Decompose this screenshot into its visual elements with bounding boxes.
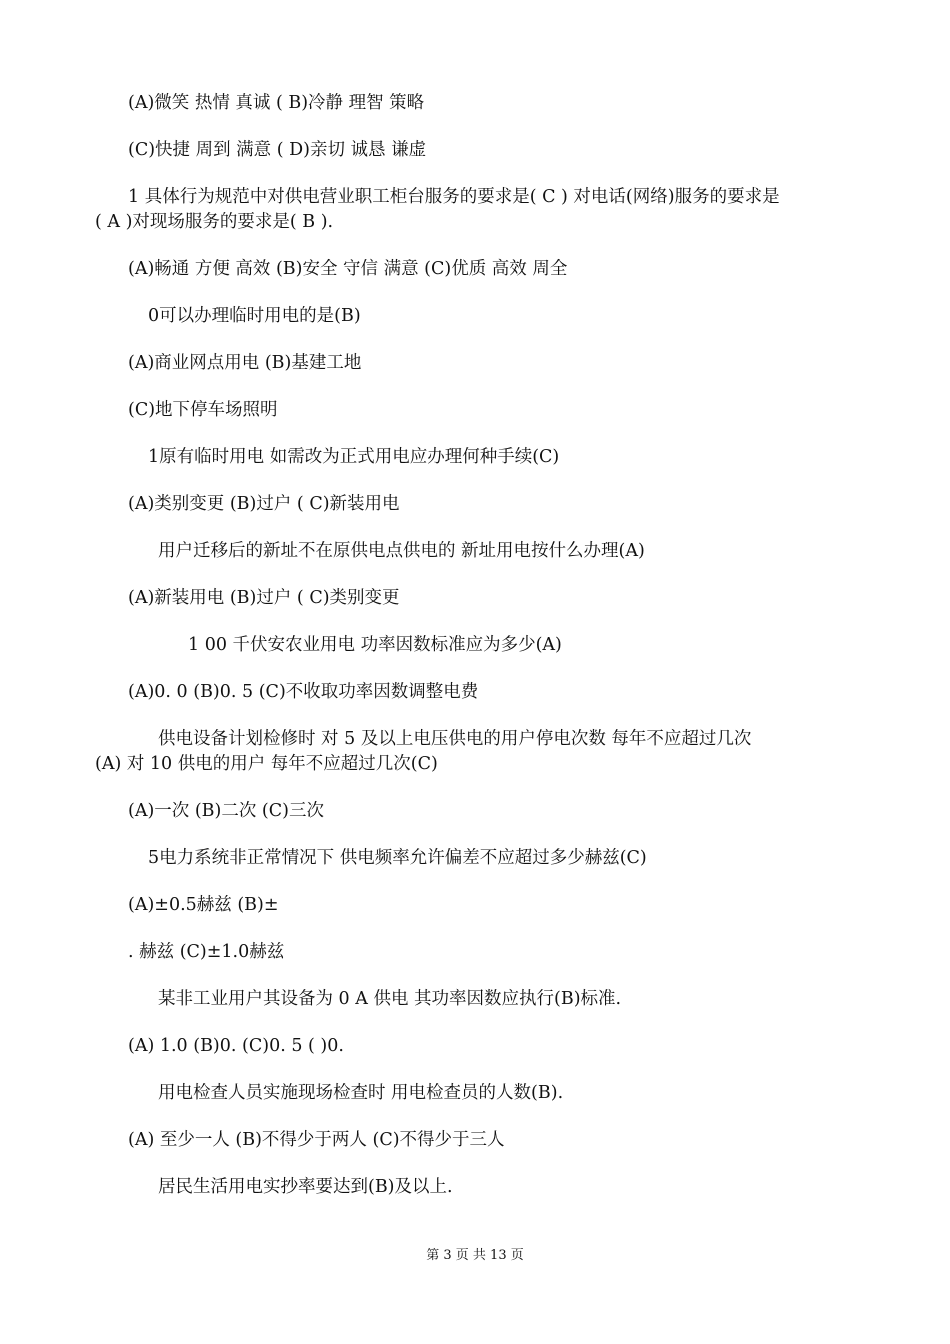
question-line-continued: ( A )对现场服务的要求是( B ). [95,212,334,232]
option-line: (C)快捷 周到 满意 ( D)亲切 诚恳 谦虚 [128,140,427,160]
question-line: 居民生活用电实抄率要达到(B)及以上. [158,1177,453,1197]
option-line: (C)地下停车场照明 [128,400,278,420]
question-line: 0可以办理临时用电的是(B) [148,306,361,326]
option-line: (A) 1.0 (B)0. (C)0. 5 ( )0. [128,1036,344,1056]
page-footer: 第 3 页 共 13 页 [426,1248,524,1263]
question-line: 1 00 千伏安农业用电 功率因数标准应为多少(A) [188,635,562,655]
question-line: 用电检查人员实施现场检查时 用电检查员的人数(B). [158,1083,564,1103]
option-line: (A) 至少一人 (B)不得少于两人 (C)不得少于三人 [128,1130,505,1150]
option-line: (A)0. 0 (B)0. 5 (C)不收取功率因数调整电费 [128,682,479,702]
option-line: (A)±0.5赫兹 (B)± [128,895,279,915]
question-line: 某非工业用户其设备为 0 A 供电 其功率因数应执行(B)标准. [158,989,622,1009]
question-line: 5电力系统非正常情况下 供电频率允许偏差不应超过多少赫兹(C) [148,848,647,868]
option-line: (A)新装用电 (B)过户 ( C)类别变更 [128,588,400,608]
question-line: 1原有临时用电 如需改为正式用电应办理何种手续(C) [148,447,560,467]
question-line: 供电设备计划检修时 对 5 及以上电压供电的用户停电次数 每年不应超过几次 [158,729,752,749]
option-line: (A)畅通 方便 高效 (B)安全 守信 满意 (C)优质 高效 周全 [128,259,568,279]
option-line: (A)类别变更 (B)过户 ( C)新装用电 [128,494,400,514]
option-line: . 赫兹 (C)±1.0赫兹 [128,942,285,962]
option-line: (A)商业网点用电 (B)基建工地 [128,353,362,373]
option-line: (A)微笑 热情 真诚 ( B)冷静 理智 策略 [128,93,425,113]
question-line: 1 具体行为规范中对供电营业职工柜台服务的要求是( C ) 对电话(网络)服务的要求是 [128,187,780,207]
option-line: (A)一次 (B)二次 (C)三次 [128,801,324,821]
question-line: 用户迁移后的新址不在原供电点供电的 新址用电按什么办理(A) [158,541,645,561]
question-line-continued: (A) 对 10 供电的用户 每年不应超过几次(C) [95,754,438,774]
